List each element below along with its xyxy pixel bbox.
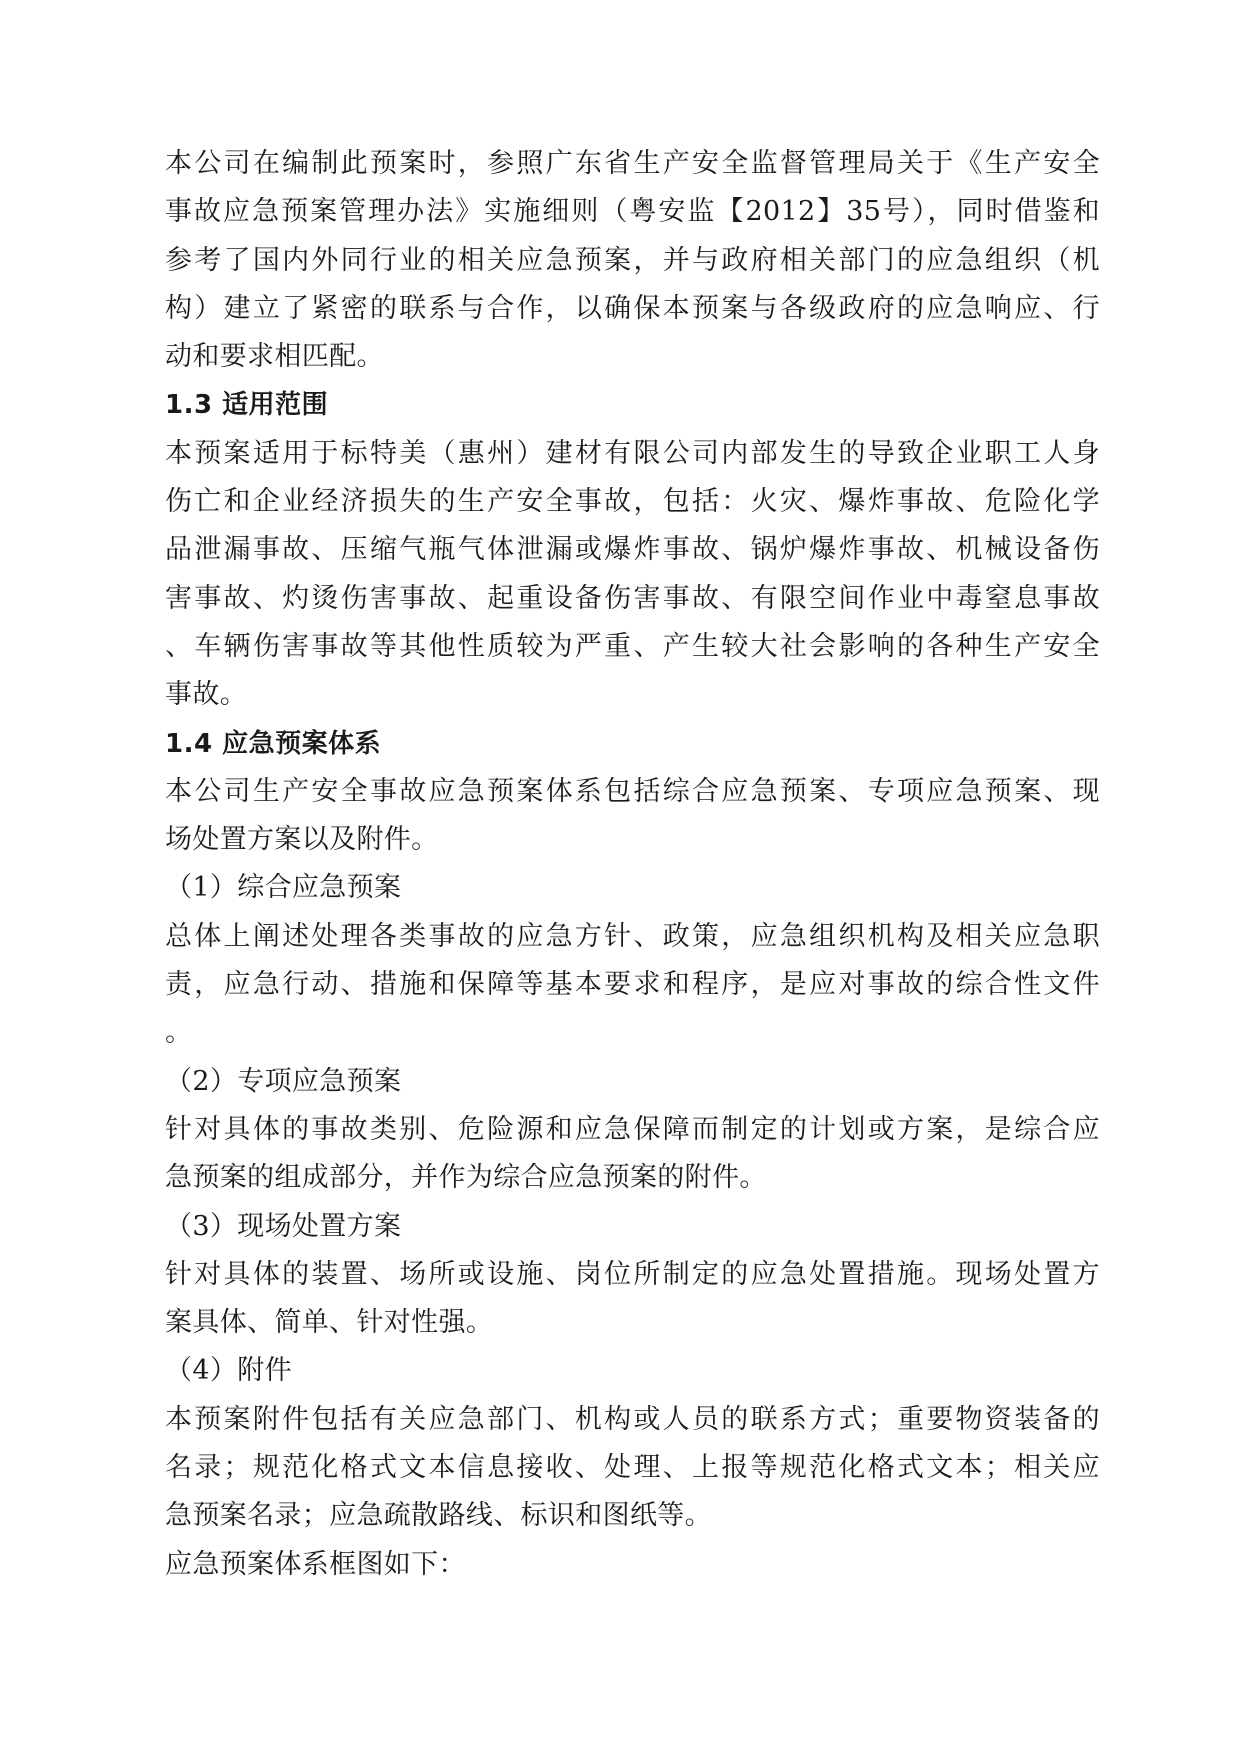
paragraph-line: 参考了国内外同行业的相关应急预案，并与政府相关部门的应急组织（机 (165, 244, 1100, 276)
paragraph-line: 害事故、灼烫伤害事故、起重设备伤害事故、有限空间作业中毒窒息事故 (165, 582, 1100, 614)
paragraph-line: 品泄漏事故、压缩气瓶气体泄漏或爆炸事故、锅炉爆炸事故、机械设备伤 (165, 534, 1100, 566)
paragraph-line: 案具体、简单、针对性强。 (165, 1307, 494, 1339)
paragraph-line: 、车辆伤害事故等其他性质较为严重、产生较大社会影响的各种生产安全 (165, 630, 1100, 662)
section-heading-1-3: 1.3 适用范围 (165, 390, 329, 421)
list-item-title: （4）附件 (165, 1355, 292, 1387)
paragraph-line: 责，应急行动、措施和保障等基本要求和程序，是应对事故的综合性文件 (165, 969, 1100, 1001)
paragraph-line: 本预案附件包括有关应急部门、机构或人员的联系方式；重要物资装备的 (165, 1403, 1100, 1435)
paragraph-line: 本公司在编制此预案时，参照广东省生产安全监督管理局关于《生产安全 (165, 148, 1100, 179)
paragraph-line: 场处置方案以及附件。 (165, 824, 439, 856)
paragraph-line: 针对具体的装置、场所或设施、岗位所制定的应急处置措施。现场处置方 (165, 1258, 1100, 1290)
paragraph-line: 事故应急预案管理办法》实施细则（粤安监【2012】35号），同时借鉴和 (165, 196, 1100, 228)
paragraph-line: 名录；规范化格式文本信息接收、处理、上报等规范化格式文本；相关应 (165, 1452, 1100, 1484)
paragraph-line: 。 (165, 1017, 193, 1049)
paragraph-line: 总体上阐述处理各类事故的应急方针、政策，应急组织机构及相关应急职 (165, 920, 1100, 952)
paragraph-line: 动和要求相匹配。 (165, 341, 384, 373)
section-heading-1-4: 1.4 应急预案体系 (165, 728, 382, 759)
paragraph-line: 构）建立了紧密的联系与合作，以确保本预案与各级政府的应急响应、行 (165, 292, 1100, 324)
document-body (165, 140, 1100, 1589)
closing-line: 应急预案体系框图如下： (165, 1548, 466, 1580)
paragraph-line: 本预案适用于标特美（惠州）建材有限公司内部发生的导致企业职工人身 (165, 437, 1100, 469)
list-item-title: （2）专项应急预案 (165, 1065, 402, 1097)
list-item-title: （3）现场处置方案 (165, 1210, 402, 1242)
paragraph-line: 伤亡和企业经济损失的生产安全事故，包括：火灾、爆炸事故、危险化学 (165, 486, 1100, 518)
paragraph-line: 急预案的组成部分，并作为综合应急预案的附件。 (165, 1162, 767, 1194)
paragraph-line: 事故。 (165, 679, 248, 711)
list-item-title: （1）综合应急预案 (165, 872, 402, 904)
paragraph-line: 针对具体的事故类别、危险源和应急保障而制定的计划或方案，是综合应 (165, 1113, 1100, 1145)
paragraph-line: 急预案名录；应急疏散路线、标识和图纸等。 (165, 1500, 712, 1532)
paragraph-line: 本公司生产安全事故应急预案体系包括综合应急预案、专项应急预案、现 (165, 775, 1100, 807)
